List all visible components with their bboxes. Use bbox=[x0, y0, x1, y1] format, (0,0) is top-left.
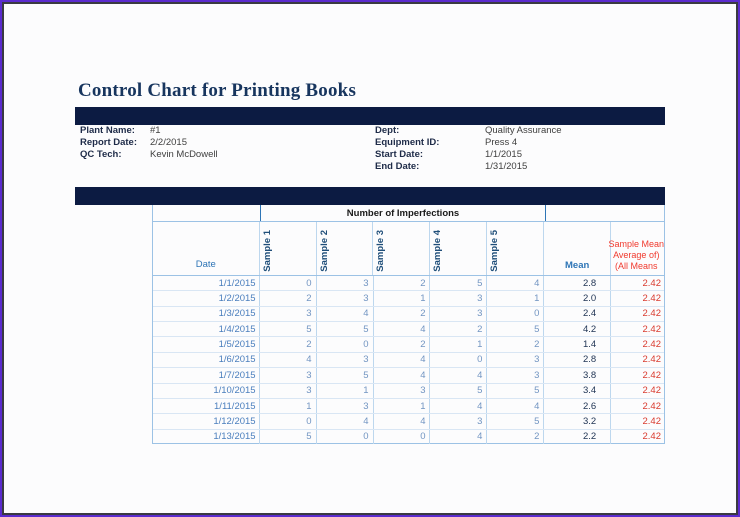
sample-cell[interactable]: 2 bbox=[430, 322, 487, 336]
table-row bbox=[153, 291, 664, 306]
sample-cell[interactable]: 1 bbox=[317, 384, 374, 398]
group-header-row bbox=[153, 205, 664, 222]
sample-3-label: Sample 3 bbox=[375, 230, 387, 272]
mean-cell[interactable]: 3.4 bbox=[544, 384, 611, 398]
sample-mean-cell[interactable]: 2.42 bbox=[642, 293, 661, 305]
sample-5-column-header bbox=[487, 222, 544, 275]
date-cell[interactable]: 1/12/2015 bbox=[153, 414, 260, 428]
mean-cell[interactable]: 2.0 bbox=[544, 291, 611, 305]
sample-cell[interactable]: 3 bbox=[430, 307, 487, 321]
sample-cell[interactable]: 4 bbox=[430, 430, 487, 444]
date-column-header: Date bbox=[153, 222, 260, 275]
sample-cell[interactable]: 5 bbox=[317, 368, 374, 382]
sample-mean-column-header bbox=[608, 222, 665, 275]
table-body bbox=[153, 276, 664, 444]
sample-3-column-header bbox=[373, 222, 430, 275]
sample-mean-header-line1: Sample Mean bbox=[608, 239, 665, 249]
date-cell[interactable]: 1/1/2015 bbox=[153, 276, 260, 290]
column-header-row bbox=[153, 222, 664, 276]
mean-cell[interactable]: 3.8 bbox=[544, 368, 611, 382]
sample-cell[interactable]: 1 bbox=[374, 291, 431, 305]
sample-mean-header-line2: (Average of bbox=[613, 250, 660, 260]
sample-cell[interactable]: 2 bbox=[487, 430, 544, 444]
page-content bbox=[2, 2, 738, 515]
sample-4-label: Sample 4 bbox=[432, 230, 444, 272]
sample-cell[interactable]: 4 bbox=[374, 414, 431, 428]
sample-cell[interactable]: 2 bbox=[487, 337, 544, 351]
sample-cell[interactable]: 4 bbox=[317, 307, 374, 321]
divider-bar-table bbox=[75, 187, 665, 205]
sample-mean-header-line3: All Means) bbox=[615, 261, 658, 271]
sample-cell[interactable]: 4 bbox=[487, 276, 544, 290]
sample-cell[interactable]: 5 bbox=[260, 430, 317, 444]
equipment-id-label: Equipment ID: bbox=[375, 137, 440, 148]
sample-cell[interactable]: 1 bbox=[374, 399, 431, 413]
sample-cell[interactable]: 3 bbox=[260, 384, 317, 398]
table-row bbox=[153, 399, 664, 414]
start-date-label: Start Date: bbox=[375, 149, 424, 160]
group-header-spacer-left bbox=[153, 205, 260, 221]
dept-label: Dept: bbox=[375, 125, 400, 136]
sample-cell[interactable]: 2 bbox=[260, 337, 317, 351]
date-cell[interactable]: 1/10/2015 bbox=[153, 384, 260, 398]
sample-cell[interactable]: 3 bbox=[317, 276, 374, 290]
table-row bbox=[153, 322, 664, 337]
sample-cell[interactable]: 5 bbox=[260, 322, 317, 336]
end-date-value[interactable]: 1/31/2015 bbox=[485, 161, 528, 172]
table-row bbox=[153, 276, 664, 291]
sample-cell[interactable]: 3 bbox=[260, 368, 317, 382]
sample-cell[interactable]: 4 bbox=[260, 353, 317, 367]
report-date-label: Report Date: bbox=[80, 137, 138, 148]
sample-mean-cell[interactable]: 2.42 bbox=[642, 400, 661, 412]
sample-cell[interactable]: 0 bbox=[317, 430, 374, 444]
sample-cell[interactable]: 5 bbox=[487, 414, 544, 428]
sample-cell[interactable]: 5 bbox=[487, 322, 544, 336]
sample-cell[interactable]: 4 bbox=[430, 368, 487, 382]
sample-cell[interactable]: 3 bbox=[430, 414, 487, 428]
control-chart-table bbox=[152, 205, 665, 444]
start-date-value[interactable]: 1/1/2015 bbox=[485, 149, 522, 160]
mean-cell[interactable]: 2.6 bbox=[544, 399, 611, 413]
table-row bbox=[153, 384, 664, 399]
sample-mean-cell[interactable]: 2.42 bbox=[642, 369, 661, 381]
sample-cell[interactable]: 5 bbox=[430, 276, 487, 290]
sample-cell[interactable]: 3 bbox=[374, 384, 431, 398]
mean-cell[interactable]: 4.2 bbox=[544, 322, 611, 336]
mean-cell[interactable]: 2.4 bbox=[544, 307, 611, 321]
sample-cell[interactable]: 1 bbox=[430, 337, 487, 351]
equipment-id-value[interactable]: Press 4 bbox=[485, 137, 518, 148]
sample-mean-cell[interactable]: 2.42 bbox=[642, 308, 661, 320]
mean-cell[interactable]: 1.4 bbox=[544, 337, 611, 351]
sample-mean-cell[interactable]: 2.42 bbox=[642, 354, 661, 366]
table-row bbox=[153, 368, 664, 383]
sample-cell[interactable]: 3 bbox=[487, 368, 544, 382]
date-cell[interactable]: 1/5/2015 bbox=[153, 337, 260, 351]
mean-cell[interactable]: 2.8 bbox=[544, 276, 611, 290]
sample-4-column-header bbox=[430, 222, 487, 275]
date-cell[interactable]: 1/2/2015 bbox=[153, 291, 260, 305]
sample-mean-cell[interactable]: 2.42 bbox=[642, 339, 661, 351]
sample-mean-cell[interactable]: 2.42 bbox=[642, 323, 661, 335]
qc-tech-label: QC Tech: bbox=[80, 149, 122, 160]
dept-value[interactable]: Quality Assurance bbox=[485, 125, 562, 136]
date-cell[interactable]: 1/7/2015 bbox=[153, 368, 260, 382]
sample-cell[interactable]: 0 bbox=[374, 430, 431, 444]
sample-5-label: Sample 5 bbox=[489, 230, 501, 272]
sample-cell[interactable]: 4 bbox=[317, 414, 374, 428]
sample-1-column-header bbox=[260, 222, 317, 275]
sample-cell[interactable]: 4 bbox=[374, 322, 431, 336]
sample-cell[interactable]: 4 bbox=[487, 399, 544, 413]
table-row bbox=[153, 307, 664, 322]
plant-name-label: Plant Name: bbox=[80, 125, 135, 136]
page-title: Control Chart for Printing Books bbox=[78, 80, 357, 101]
mean-cell[interactable]: 2.8 bbox=[544, 353, 611, 367]
group-header-imperfections: Number of Imperfections bbox=[260, 205, 546, 221]
sample-cell[interactable]: 0 bbox=[260, 276, 317, 290]
plant-name-value[interactable]: #1 bbox=[150, 125, 161, 136]
sample-cell[interactable]: 2 bbox=[374, 307, 431, 321]
sample-2-column-header bbox=[317, 222, 374, 275]
date-cell[interactable]: 1/3/2015 bbox=[153, 307, 260, 321]
sample-cell[interactable]: 3 bbox=[317, 353, 374, 367]
sample-cell[interactable]: 3 bbox=[430, 291, 487, 305]
sample-mean-cell[interactable]: 2.42 bbox=[642, 385, 661, 397]
date-cell[interactable]: 1/6/2015 bbox=[153, 353, 260, 367]
date-cell[interactable]: 1/4/2015 bbox=[153, 322, 260, 336]
sample-cell[interactable]: 0 bbox=[317, 337, 374, 351]
sample-cell[interactable]: 2 bbox=[260, 291, 317, 305]
qc-tech-value[interactable]: Kevin McDowell bbox=[150, 149, 218, 160]
sample-cell[interactable]: 0 bbox=[260, 414, 317, 428]
mean-cell[interactable]: 3.2 bbox=[544, 414, 611, 428]
sample-cell[interactable]: 1 bbox=[260, 399, 317, 413]
mean-column-header: Mean bbox=[544, 222, 611, 275]
sample-cell[interactable]: 2 bbox=[374, 276, 431, 290]
mean-cell[interactable]: 2.2 bbox=[544, 430, 611, 444]
sample-cell[interactable]: 4 bbox=[374, 368, 431, 382]
sample-cell[interactable]: 3 bbox=[317, 291, 374, 305]
sample-cell[interactable]: 0 bbox=[487, 307, 544, 321]
sample-cell[interactable]: 3 bbox=[487, 353, 544, 367]
sample-cell[interactable]: 5 bbox=[317, 322, 374, 336]
table-row bbox=[153, 337, 664, 352]
divider-bar-top bbox=[75, 107, 665, 125]
sample-mean-cell[interactable]: 2.42 bbox=[642, 277, 661, 289]
sample-cell[interactable]: 5 bbox=[430, 384, 487, 398]
sample-cell[interactable]: 2 bbox=[374, 337, 431, 351]
group-header-spacer-right bbox=[546, 205, 664, 221]
sample-cell[interactable]: 3 bbox=[317, 399, 374, 413]
sample-cell[interactable]: 3 bbox=[260, 307, 317, 321]
end-date-label: End Date: bbox=[375, 161, 420, 172]
sample-cell[interactable]: 4 bbox=[430, 399, 487, 413]
report-date-value[interactable]: 2/2/2015 bbox=[150, 137, 187, 148]
sample-mean-cell[interactable]: 2.42 bbox=[642, 415, 661, 427]
table-row bbox=[153, 353, 664, 368]
sample-2-label: Sample 2 bbox=[318, 230, 330, 272]
sample-cell[interactable]: 5 bbox=[487, 384, 544, 398]
sample-cell[interactable]: 4 bbox=[374, 353, 431, 367]
sample-1-label: Sample 1 bbox=[261, 230, 273, 272]
date-cell[interactable]: 1/13/2015 bbox=[153, 430, 260, 444]
table-row bbox=[153, 414, 664, 429]
sample-mean-cell[interactable]: 2.42 bbox=[642, 431, 661, 443]
sample-cell[interactable]: 1 bbox=[487, 291, 544, 305]
table-row bbox=[153, 430, 664, 444]
sample-cell[interactable]: 0 bbox=[430, 353, 487, 367]
date-cell[interactable]: 1/11/2015 bbox=[153, 399, 260, 413]
